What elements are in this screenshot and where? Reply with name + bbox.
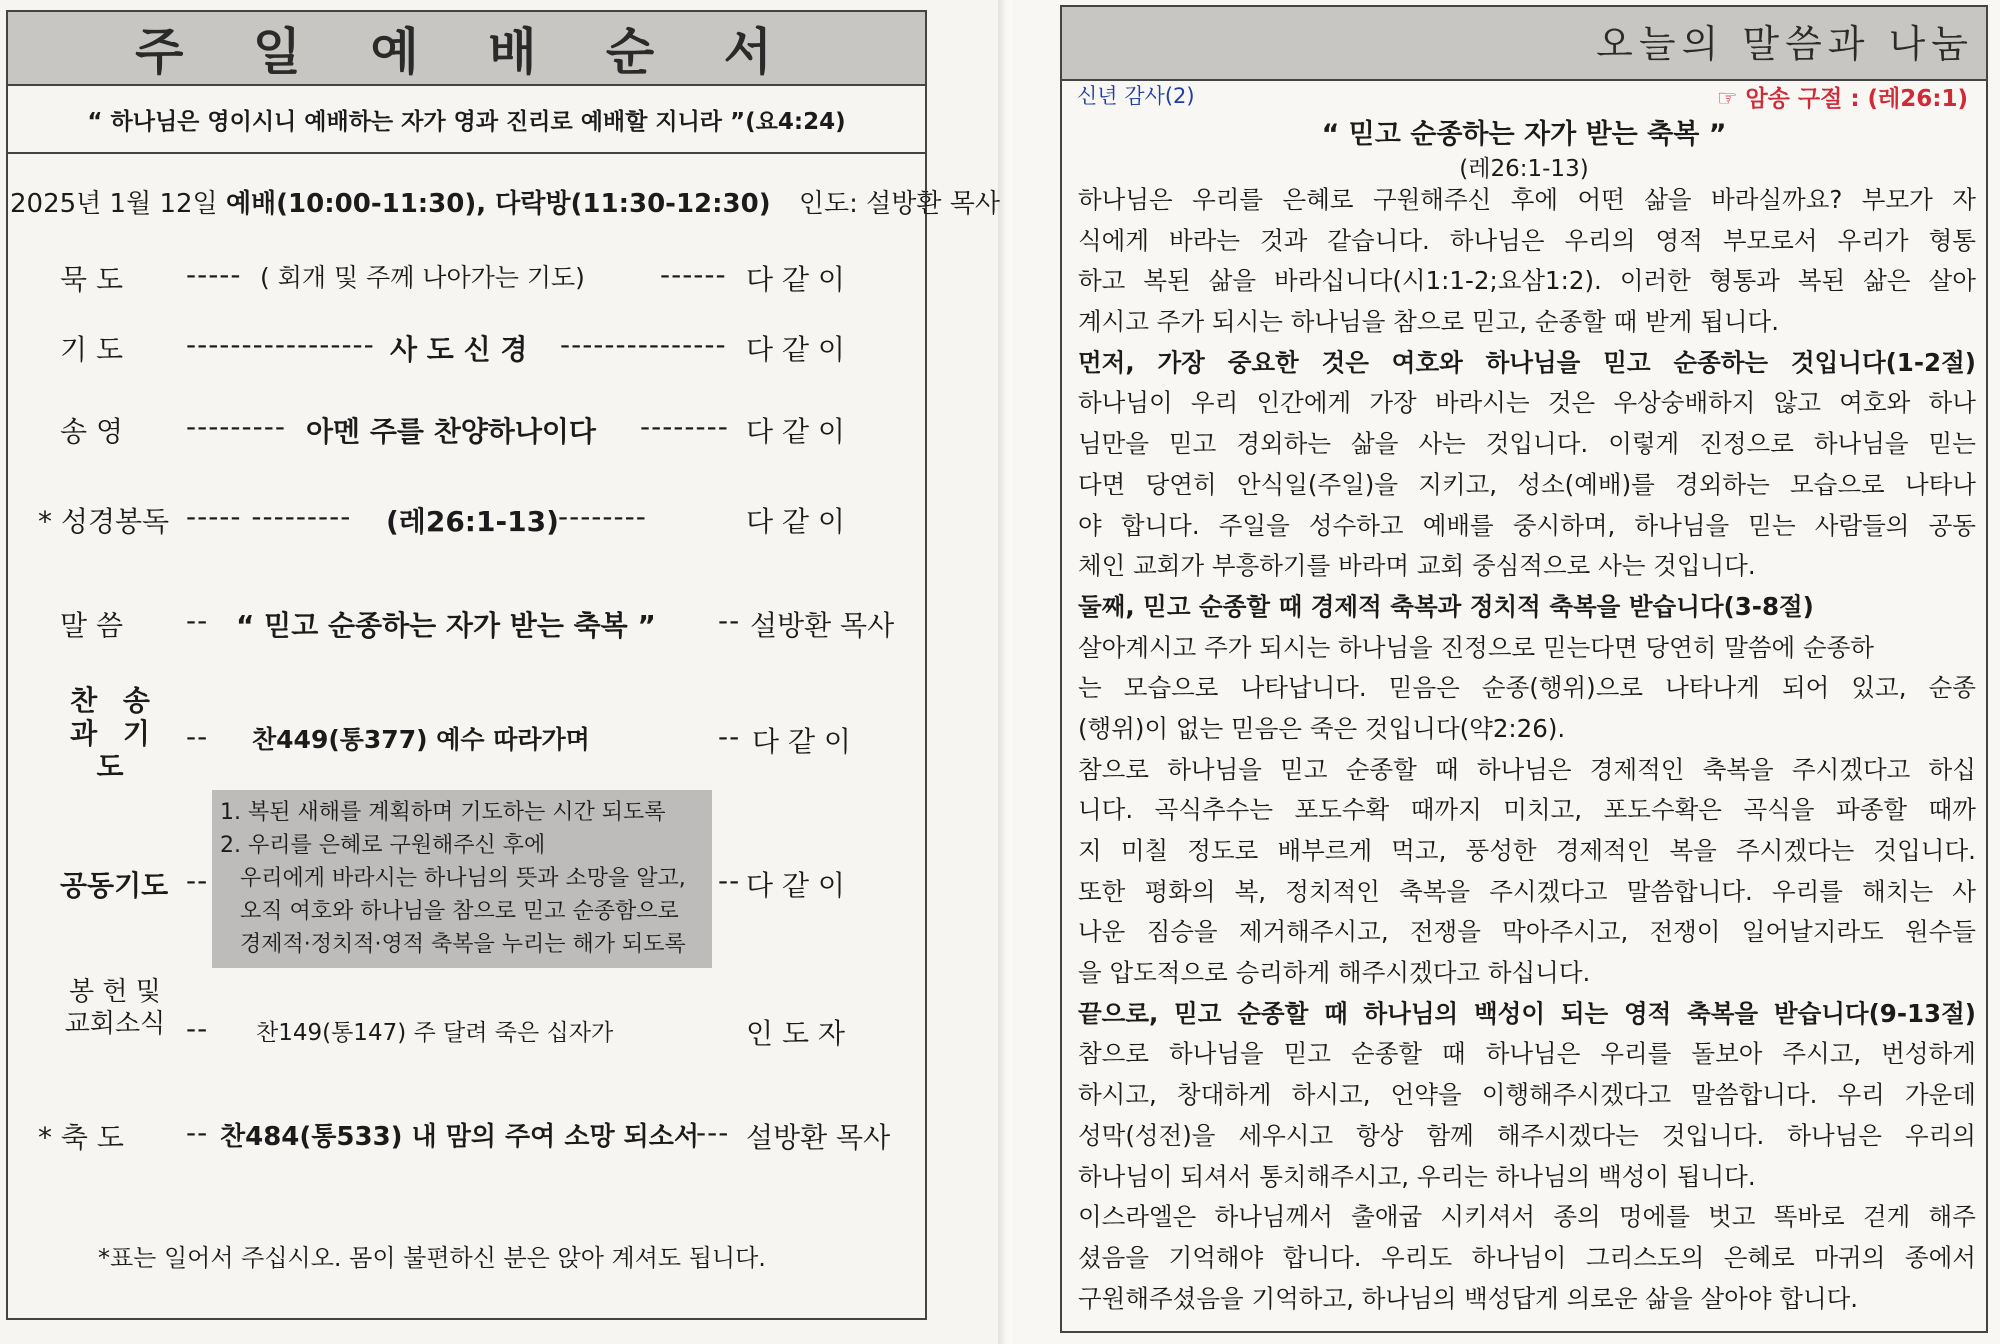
order-label: 찬 송 과 기 도 (70, 684, 158, 783)
order-label: 봉 헌 및 교회소식 (64, 977, 166, 1039)
sermon-text-line: 다면 당연히 안식일(주일)을 지키고, 성소(예배)를 경외하는 모습으로 나타나 (1078, 469, 1976, 499)
order-content: ( 회개 및 주께 나아가는 기도) (260, 263, 585, 292)
order-label: 기 도 (60, 333, 123, 366)
service-date: 2025년 1월 12일 (10, 189, 218, 219)
sermon-text-line: 하나님이 우리 인간에게 가장 바라시는 것은 우상숭배하지 않고 여호와 하나 (1078, 388, 1976, 418)
sermon-text-line: (행위)이 없는 믿음은 죽은 것입니다(약2:26). (1078, 713, 1566, 743)
order-label: * 축 도 (38, 1121, 124, 1154)
sermon-text-line: 살아계시고 주가 되시는 하나님을 진정으로 믿는다면 당연히 말씀에 순종하 (1078, 632, 1874, 662)
order-dash: -- (186, 1012, 209, 1045)
order-content: (레26:1-13) (386, 505, 559, 538)
sermon-text-line: 는 모습으로 나타납니다. 믿음은 순종(행위)으로 나타나게 되어 있고, 순종 (1078, 673, 1976, 703)
order-dash: -------- (640, 410, 729, 443)
sermon-title: “ 믿고 순종하는 자가 받는 축복 ” (1321, 119, 1727, 150)
sermon-header (1062, 7, 1986, 81)
sermon-text-line: 니다. 곡식추수는 포도수확 때까지 미치고, 포도수확은 곡식을 파종할 때까 (1078, 795, 1976, 825)
order-content: 찬484(통533) 내 맘의 주여 소망 되소서 (220, 1122, 699, 1152)
sermon-text-line: 님만을 믿고 경외하는 삶을 사는 것입니다. 이렇게 진정으로 하나님을 믿는 (1078, 429, 1976, 459)
sermon-text-line: 하시고, 창대하게 하시고, 언약을 이행해주시겠다고 말씀합니다. 우리 가운데 (1078, 1080, 1976, 1110)
order-person: 설방환 목사 (750, 609, 895, 642)
order-person: 설방환 목사 (746, 1121, 891, 1154)
order-label: 공동기도 (60, 869, 169, 902)
order-content: “ 믿고 순종하는 자가 받는 축복 ” (236, 609, 656, 642)
order-dash: -- (718, 720, 741, 753)
service-info (10, 183, 1000, 220)
prayer-item: 우리에게 바라시는 하나님의 뜻과 소망을 알고, (240, 866, 686, 891)
service-leader: 인도: 설방환 목사 (798, 189, 1000, 219)
memory-verse: ☞ 암송 구절 : (레26:1) (1716, 86, 1968, 112)
order-dash: ----- (186, 258, 242, 291)
sermon-heading-line: 끝으로, 믿고 순종할 때 하나님의 백성이 되는 영적 축복을 받습니다(9-13절) (1078, 998, 1976, 1028)
sermon-text-line: 야 합니다. 주일을 성수하고 예배를 중시하며, 하나님을 믿는 사람들의 공동 (1078, 510, 1976, 540)
sermon-heading-line: 먼저, 가장 중요한 것은 여호와 하나님을 믿고 순종하는 것입니다(1-2절) (1078, 347, 1976, 377)
service-time: 예배(10:00-11:30), 다락방(11:30-12:30) (225, 189, 771, 219)
sermon-heading-line: 둘째, 믿고 순종할 때 경제적 축복과 정치적 축복을 받습니다(3-8절) (1078, 591, 1814, 621)
order-dash: -- (186, 720, 209, 753)
joint-prayer-list (212, 790, 712, 968)
order-dash: ----------------- (186, 328, 375, 361)
order-label: 묵 도 (60, 263, 123, 296)
order-content: 사 도 신 경 (390, 333, 528, 366)
order-label: 말 씀 (60, 609, 123, 642)
order-person: 다 같 이 (746, 505, 845, 538)
sermon-text-line: 을 압도적으로 승리하게 해주시겠다고 하십니다. (1078, 958, 1591, 988)
sermon-text-line: 체인 교회가 부흥하기를 바라며 교회 중심적으로 사는 것입니다. (1078, 551, 1756, 581)
order-dash: -- (718, 604, 741, 637)
divider (8, 152, 925, 154)
prayer-item: 경제적·정치적·영적 축복을 누리는 해가 되도록 (240, 932, 686, 957)
opening-verse: “ 하나님은 영이시니 예배하는 자가 영과 진리로 예배할 지니라 ”(요4:24) (87, 108, 846, 135)
sermon-text-line: 구원해주셨음을 기억하고, 하나님의 백성답게 의로운 삶을 살아야 합니다. (1078, 1283, 1859, 1313)
series-label: 신년 감사(2) (1077, 84, 1195, 108)
order-person: 다 같 이 (746, 263, 845, 296)
sermon-text-line: 하고 복된 삶을 바라십니다(시1:1-2;요삼1:2). 이러한 형통과 복된 삶은 살아 (1078, 266, 1976, 296)
order-dash: -- (186, 864, 209, 897)
bulletin-title: 주 일 예 배 순 서 (135, 23, 798, 81)
sermon-text-line: 셨음을 기억해야 합니다. 우리도 하나님이 그리스도의 은혜로 마귀의 종에서 (1078, 1242, 1976, 1272)
order-person: 다 같 이 (752, 725, 851, 758)
sermon-text-line: 지 미칠 정도로 배부르게 먹고, 풍성한 경제적인 복을 주시겠다는 것입니다. (1078, 836, 1976, 865)
order-dash: --------- (186, 410, 286, 443)
order-content: 찬449(통377) 예수 따라가며 (252, 725, 590, 754)
order-dash: --- (696, 1116, 730, 1149)
sermon-text-line: 또한 평화의 복, 정치적인 축복을 주시겠다고 말씀합니다. 우리를 해치는 사 (1078, 876, 1976, 906)
order-label: 송 영 (60, 415, 123, 448)
order-person: 다 같 이 (746, 869, 845, 902)
order-dash: -- (186, 1116, 209, 1149)
order-dash: --------------- (560, 328, 727, 361)
prayer-item: 1. 복된 새해를 계획하며 기도하는 시간 되도록 (220, 800, 666, 825)
sermon-text-line: 이스라엘은 하나님께서 출애굽 시키셔서 종의 멍에를 벗고 똑바로 걷게 해주 (1078, 1202, 1976, 1232)
sermon-text-line: 참으로 하나님을 믿고 순종할 때 하나님은 우리를 돌보아 주시고, 번성하게 (1078, 1039, 1976, 1069)
order-person: 인 도 자 (746, 1017, 845, 1050)
sermon-text-line: 하나님은 우리를 은혜로 구원해주신 후에 어떤 삶을 바라실까요? 부모가 자 (1078, 185, 1976, 214)
sermon-text-line: 계시고 주가 되시는 하나님을 참으로 믿고, 순종할 때 받게 됩니다. (1078, 307, 1780, 337)
order-dash: ------ (660, 258, 727, 291)
sermon-text-line: 성막(성전)을 세우시고 항상 함께 해주시겠다는 것입니다. 하나님은 우리의 (1078, 1120, 1976, 1150)
prayer-item: 오직 여호와 하나님을 참으로 믿고 순종함으로 (240, 899, 679, 924)
sermon-text-line: 식에게 바라는 것과 같습니다. 하나님은 우리의 영적 부모로서 우리가 형통 (1078, 225, 1976, 255)
page-fold (998, 0, 1012, 1344)
order-dash: -- (718, 864, 741, 897)
sermon-header-title: 오늘의 말씀과 나눔 (1596, 22, 1974, 66)
order-content: 찬149(통147) 주 달려 죽은 십자가 (256, 1020, 614, 1046)
prayer-item: 2. 우리를 은혜로 구원해주신 후에 (220, 833, 546, 858)
sermon-body (1078, 180, 1976, 1319)
order-dash: -------- (558, 500, 647, 533)
sermon-reference: (레26:1-13) (1459, 156, 1589, 182)
order-content: 아멘 주를 찬양하나이다 (306, 415, 596, 448)
sermon-text-line: 참으로 하나님을 믿고 순종할 때 하나님은 경제적인 축복을 주시겠다고 하십 (1078, 754, 1976, 784)
order-label: * 성경봉독 (38, 505, 170, 538)
order-dash: -- (186, 604, 209, 637)
sermon-text-line: 하나님이 되셔서 통치해주시고, 우리는 하나님의 백성이 됩니다. (1078, 1161, 1756, 1191)
order-person: 다 같 이 (746, 415, 845, 448)
bulletin-header (8, 12, 925, 86)
footnote: *표는 일어서 주십시오. 몸이 불편하신 분은 앉아 계셔도 됩니다. (98, 1244, 766, 1272)
order-person: 다 같 이 (746, 333, 845, 366)
order-dash: ----- --------- (186, 500, 352, 533)
sermon-text-line: 나운 짐승을 제거해주시고, 전쟁을 막아주시고, 전쟁이 일어날지라도 원수들 (1078, 917, 1976, 947)
